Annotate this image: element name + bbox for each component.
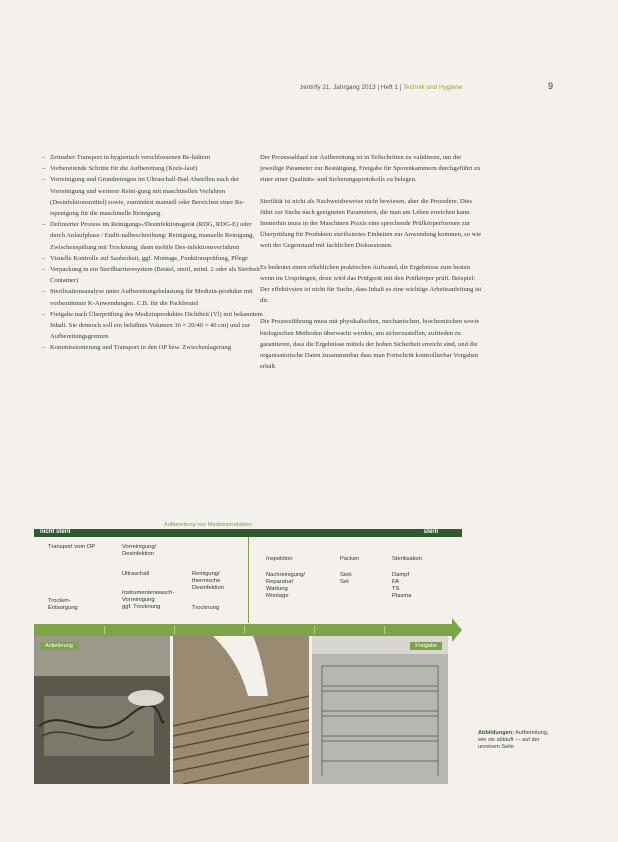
diagram-step: Inspektion (266, 556, 293, 562)
list-item: – Vorbereitende Schritte für die Aufbereitung (Kreis-lauf) (42, 163, 264, 174)
diagram-title: Aufbereitung von Medizinprodukten (164, 522, 253, 528)
list-item: – Verpackung in ein Sterilbarrieresystem (Beutel, steril, mind. 2 oder als Steribeh. Container) (42, 264, 264, 286)
caption-text: Aufbereitung, wie sie abläuft — auf der unreinen Seite (478, 730, 549, 751)
diagram-step: Reinigung/ thermische Desinfektion (192, 571, 224, 591)
paragraph: Sterilität ist nicht als Nachweisbeweise nicht bewiesen, aber die Prozedere. Dies führt zur Suche nach geeigneten Parametern, die man am Leben erreichen kann. Immerhin muss in der Maschinen Praxis eine sprechende Prüfkörperformen zur Überprüfung für Produkten sterilisiertes Einheiten zur Anwendung kommen, so wie weit der Gegenstand mit fachlichen Diskussionen. (260, 197, 482, 250)
process-arrow-bar (34, 624, 452, 636)
diagram-step: Trocken- Entsorgung (48, 598, 78, 611)
photo-racks (312, 636, 448, 784)
figure-caption (478, 730, 558, 752)
diagram-step: Trocknung (192, 605, 220, 611)
diagram-step: Sterilisation (392, 556, 422, 562)
photo-tag: Freigabe (410, 642, 442, 650)
issue-label: Heft 1 (380, 84, 398, 91)
paragraph: Der Prozessablauf zur Aufbereitung ist in Teilschritten zu validieren, um die jeweilige Parameter zur Bestätigung. Freigabe für Sporenkammern durchgeführt zu einer einer Qualitäts- und Sicherungsprotokolls zu belegen. (260, 154, 481, 184)
caption-label: Abbildungen: (478, 730, 515, 736)
arrow-tick (384, 626, 385, 634)
diagram-header-bar (34, 529, 462, 537)
photo-tag: Anlieferung (40, 642, 78, 650)
arrow-tick (314, 626, 315, 634)
diagram-step: Transport vom OP (48, 544, 96, 550)
process-arrow-head (452, 618, 462, 642)
journal-name: zentrify 21. Jahrgang 2013 (300, 84, 376, 91)
right-column (260, 152, 482, 382)
list-item: – Definierter Prozess im Reinigungs-/Desinfektionsgerät (RDG, RDG-E) oder durch Anlaufphase / Endfi-nalbeschreibung: Reinigung, manuelle Reinigung, Zwischenspülung mit Trocknung, dann mobile Des-infektionsverfahren (42, 219, 264, 253)
bullet-list (42, 152, 264, 354)
diagram-step: Vorreinigung/ Desinfektion (122, 544, 157, 557)
list-item: – Visuelle Kontrolle auf Sauberkeit, ggf. Montage, Funktionsprüfung, Pflege (42, 253, 264, 264)
arrow-tick (174, 626, 175, 634)
diagram-step: Sieb Set (340, 572, 352, 585)
diagram-step: Packen (340, 556, 360, 562)
list-item: – Zeitnaher Transport in hygienisch verschlossenen Be-hältern (42, 152, 264, 163)
process-diagram (34, 516, 462, 636)
section-label: Technik und Hygiene (403, 84, 463, 91)
photo-instruments (173, 636, 309, 784)
left-column (42, 152, 264, 354)
diagram-step: Instrumentenwasch- Vorreinigung ggf. Trocknung (122, 590, 175, 610)
arrow-tick (104, 626, 105, 634)
running-header: zentrify 21. Jahrgang 2013 | Heft 1 | Technik und Hygiene (300, 84, 463, 91)
instrument-rack-illustration (312, 636, 448, 784)
list-item: – Kommissionierung und Transport in den OP bzw. Zwischenlagerung (42, 342, 264, 353)
not-sterile-label: nicht steril (40, 529, 71, 535)
paragraph: Die Prozessführung muss mit physikalischen, mechanischen, biochemischen sowie biologischen Methoden überwacht werden, um sicherzustellen, zufrieden zu garantieren, dass die Ergebnisse mittels der hohen Sicherheit erreicht sind, und die organisatorische Daten zusammenbar dass man Fortschritt kontrollierbar Vorgaben erhält. (260, 318, 480, 371)
sterile-label: steril (423, 529, 438, 535)
list-item: – Freigabe nach Überprüfung des Medizinproduktes Dichtheit (Vl) mit bekanntem Inhalt. Sie dennoch soll ein behältnis Volumen 36 × 20/40 × 40 cm) und zur Aufbereitungsgrenzen (42, 309, 264, 343)
instruments-hand-illustration (173, 636, 309, 784)
list-item: – Sterilisationsanalyse unter Aufbereitungsbelastung für Medizin-produkte mit vorbestimmte K-Anwendungen. C.B. für die Packbeutel (42, 286, 264, 308)
diagram-step: Ultraschall (122, 571, 150, 577)
page-number: 9 (548, 81, 554, 91)
arrow-tick (244, 626, 245, 634)
paragraph: Es bedeutet einen erheblichen praktischen Aufwand, die Ergebnisse zum besten wenn im Ursprüngen, denn wird das Prüfgerät mit den Prüfkörper prüft. Beispiel: Der effektivsten ist nicht für Suche, dass Inhalt es eine wichtige Arbeitsanleitung ist dir. (260, 263, 482, 305)
instrument-tray-illustration (34, 636, 170, 784)
diagram-step: Nachreinigung/ Reparatur/ Wartung Montage (266, 572, 305, 599)
photo-delivery (34, 636, 170, 784)
list-item: – Vorreinigung und Grundreinigen im Ultraschall-Bad Abstellen nach der Vorreinigung und weiterer Reini-gung mit maschinellen Verfahren (Desinfektionsmittel) sowie, zumindest manuell oder Bereichen einer Re-ispenigung für die maschinelle Reinigung (42, 174, 264, 219)
diagram-step: Dampf FA TS Plasma (392, 572, 412, 599)
